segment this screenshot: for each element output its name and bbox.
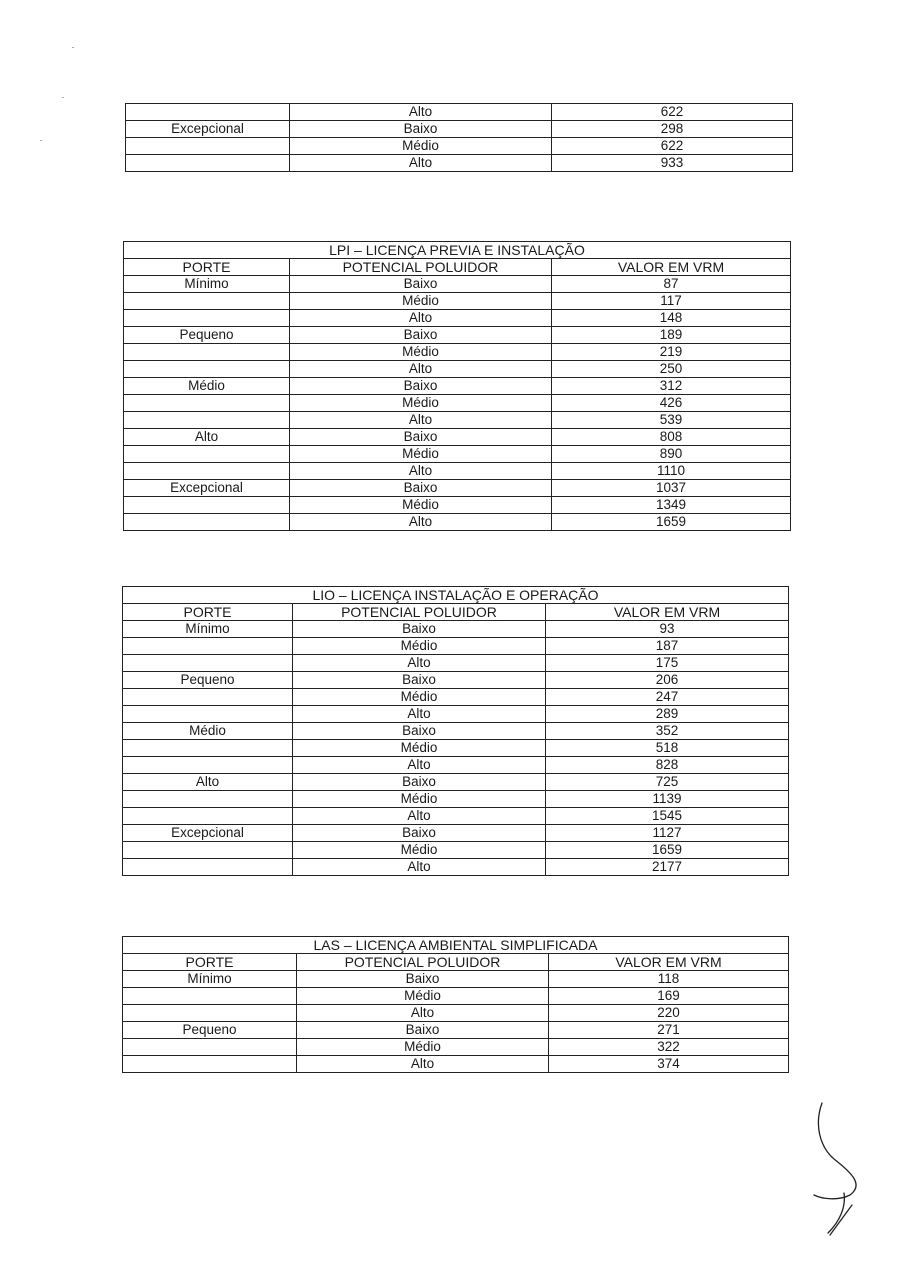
cell-valor: 250 [552,361,791,378]
cell-potencial-poluidor: Médio [290,446,552,463]
cell-valor: 220 [549,1005,789,1022]
cell-porte [124,514,290,531]
cell-porte [124,361,290,378]
cell-porte: Mínimo [124,276,290,293]
cell-potencial-poluidor: Baixo [293,774,546,791]
header-porte: PORTE [124,259,290,276]
header-valor-em-vrm: VALOR EM VRM [552,259,791,276]
table-title: LPI – LICENÇA PREVIA E INSTALAÇÃO [124,242,791,259]
table-row [123,1056,789,1073]
cell-potencial-poluidor: Médio [293,689,546,706]
cell-porte: Pequeno [123,672,293,689]
cell-potencial-poluidor: Alto [293,808,546,825]
cell-potencial-poluidor: Médio [290,497,552,514]
cell-potencial-poluidor: Alto [290,412,552,429]
cell-porte: Excepcional [126,121,290,138]
table-row [123,706,789,723]
cell-potencial-poluidor: Alto [293,859,546,876]
cell-valor: 828 [546,757,789,774]
table-header-row [123,604,789,621]
table-row [123,1005,789,1022]
cell-porte [123,1005,297,1022]
table-row [124,412,791,429]
cell-potencial-poluidor: Baixo [293,723,546,740]
table-body [123,971,789,1073]
cell-valor: 117 [552,293,791,310]
cell-valor: 1037 [552,480,791,497]
header-potencial-poluidor: POTENCIAL POLUIDOR [293,604,546,621]
cell-valor: 890 [552,446,791,463]
cell-porte [124,497,290,514]
header-valor-em-vrm: VALOR EM VRM [549,954,789,971]
cell-potencial-poluidor: Médio [293,842,546,859]
cell-potencial-poluidor: Médio [297,988,549,1005]
table-lio [122,586,789,876]
cell-valor: 808 [552,429,791,446]
cell-valor: 426 [552,395,791,412]
cell-porte: Pequeno [123,1022,297,1039]
table-row [126,104,793,121]
cell-porte [124,310,290,327]
table-row [123,1022,789,1039]
cell-valor: 1659 [546,842,789,859]
table-body [124,276,791,531]
cell-porte [126,104,290,121]
cell-potencial-poluidor: Médio [293,740,546,757]
cell-potencial-poluidor: Alto [293,706,546,723]
table-row [123,638,789,655]
cell-porte [124,395,290,412]
cell-valor: 148 [552,310,791,327]
table-row [123,825,789,842]
table-row [123,672,789,689]
cell-valor: 1659 [552,514,791,531]
cell-porte: Pequeno [124,327,290,344]
table-row [123,774,789,791]
table-row [124,446,791,463]
cell-valor: 93 [546,621,789,638]
cell-valor: 312 [552,378,791,395]
table-row [123,655,789,672]
table-fragment-top [125,103,793,172]
cell-potencial-poluidor: Baixo [293,672,546,689]
table-row [123,757,789,774]
cell-valor: 206 [546,672,789,689]
cell-porte [123,1056,297,1073]
cell-valor: 247 [546,689,789,706]
cell-potencial-poluidor: Médio [290,293,552,310]
cell-valor: 175 [546,655,789,672]
cell-valor: 169 [549,988,789,1005]
cell-valor: 1349 [552,497,791,514]
table-row [126,121,793,138]
cell-valor: 189 [552,327,791,344]
scan-speck [72,47,74,48]
cell-porte [124,412,290,429]
cell-porte: Alto [123,774,293,791]
cell-potencial-poluidor: Médio [297,1039,549,1056]
cell-porte [123,655,293,672]
cell-valor: 2177 [546,859,789,876]
table-row [124,293,791,310]
table-row [123,621,789,638]
header-potencial-poluidor: POTENCIAL POLUIDOR [297,954,549,971]
table-row [124,361,791,378]
cell-valor: 622 [552,104,793,121]
cell-porte [124,344,290,361]
cell-potencial-poluidor: Baixo [290,480,552,497]
table-header-row [123,954,789,971]
table-row [123,723,789,740]
cell-potencial-poluidor: Alto [290,155,552,172]
cell-valor: 322 [549,1039,789,1056]
cell-valor: 1127 [546,825,789,842]
table-header-row [124,259,791,276]
cell-valor: 352 [546,723,789,740]
cell-potencial-poluidor: Baixo [297,1022,549,1039]
table-row [126,155,793,172]
table-row [123,1039,789,1056]
cell-potencial-poluidor: Médio [290,395,552,412]
scan-speck [62,97,64,98]
table-row [124,327,791,344]
cell-valor: 298 [552,121,793,138]
table-row [124,276,791,293]
cell-valor: 1139 [546,791,789,808]
cell-potencial-poluidor: Baixo [290,327,552,344]
cell-valor: 219 [552,344,791,361]
table-row [124,395,791,412]
cell-valor: 1110 [552,463,791,480]
cell-porte [123,791,293,808]
table-row [124,310,791,327]
cell-valor: 374 [549,1056,789,1073]
cell-porte [123,638,293,655]
cell-valor: 622 [552,138,793,155]
header-porte: PORTE [123,604,293,621]
cell-porte [124,446,290,463]
cell-valor: 289 [546,706,789,723]
cell-valor: 118 [549,971,789,988]
cell-potencial-poluidor: Alto [293,757,546,774]
cell-potencial-poluidor: Médio [293,791,546,808]
cell-potencial-poluidor: Alto [290,361,552,378]
table-title: LAS – LICENÇA AMBIENTAL SIMPLIFICADA [123,937,789,954]
cell-valor: 87 [552,276,791,293]
cell-valor: 539 [552,412,791,429]
table-title-row [123,587,789,604]
cell-porte [126,155,290,172]
cell-porte: Médio [123,723,293,740]
table-row [123,842,789,859]
table-row [124,497,791,514]
table-row [124,378,791,395]
table-title-row [124,242,791,259]
cell-porte: Alto [124,429,290,446]
handwritten-signature [800,1095,880,1245]
cell-porte [123,842,293,859]
cell-potencial-poluidor: Médio [290,138,552,155]
table-row [124,344,791,361]
table-row [124,480,791,497]
cell-potencial-poluidor: Alto [293,655,546,672]
cell-valor: 933 [552,155,793,172]
table-lpi [123,241,791,531]
cell-potencial-poluidor: Alto [297,1005,549,1022]
table-row [123,988,789,1005]
header-potencial-poluidor: POTENCIAL POLUIDOR [290,259,552,276]
table-title: LIO – LICENÇA INSTALAÇÃO E OPERAÇÃO [123,587,789,604]
cell-porte: Mínimo [123,971,297,988]
table-row [124,429,791,446]
cell-porte [123,988,297,1005]
cell-potencial-poluidor: Alto [290,463,552,480]
table-row [123,808,789,825]
cell-valor: 725 [546,774,789,791]
cell-porte: Médio [124,378,290,395]
cell-porte: Excepcional [124,480,290,497]
cell-potencial-poluidor: Médio [293,638,546,655]
cell-porte [124,293,290,310]
cell-potencial-poluidor: Baixo [293,825,546,842]
cell-potencial-poluidor: Baixo [290,121,552,138]
cell-porte [123,740,293,757]
cell-porte [124,463,290,480]
cell-potencial-poluidor: Baixo [293,621,546,638]
cell-potencial-poluidor: Alto [297,1056,549,1073]
cell-porte [123,1039,297,1056]
table-las [122,936,789,1073]
table-body [123,621,789,876]
table-row [123,859,789,876]
cell-potencial-poluidor: Alto [290,104,552,121]
table-row [123,791,789,808]
cell-potencial-poluidor: Baixo [297,971,549,988]
table-row [126,138,793,155]
header-valor-em-vrm: VALOR EM VRM [546,604,789,621]
cell-valor: 518 [546,740,789,757]
cell-potencial-poluidor: Alto [290,310,552,327]
table-row [123,971,789,988]
cell-porte [123,808,293,825]
cell-valor: 187 [546,638,789,655]
cell-potencial-poluidor: Alto [290,514,552,531]
cell-porte [123,689,293,706]
table-title-row [123,937,789,954]
cell-porte [123,706,293,723]
cell-porte: Excepcional [123,825,293,842]
cell-potencial-poluidor: Médio [290,344,552,361]
table-row [123,740,789,757]
cell-valor: 1545 [546,808,789,825]
cell-potencial-poluidor: Baixo [290,378,552,395]
table-row [124,514,791,531]
table-row [124,463,791,480]
cell-porte [126,138,290,155]
cell-porte [123,757,293,774]
header-porte: PORTE [123,954,297,971]
scan-speck [40,140,42,141]
fragment-body [126,104,793,172]
cell-potencial-poluidor: Baixo [290,429,552,446]
table-row [123,689,789,706]
cell-valor: 271 [549,1022,789,1039]
cell-porte: Mínimo [123,621,293,638]
cell-potencial-poluidor: Baixo [290,276,552,293]
cell-porte [123,859,293,876]
